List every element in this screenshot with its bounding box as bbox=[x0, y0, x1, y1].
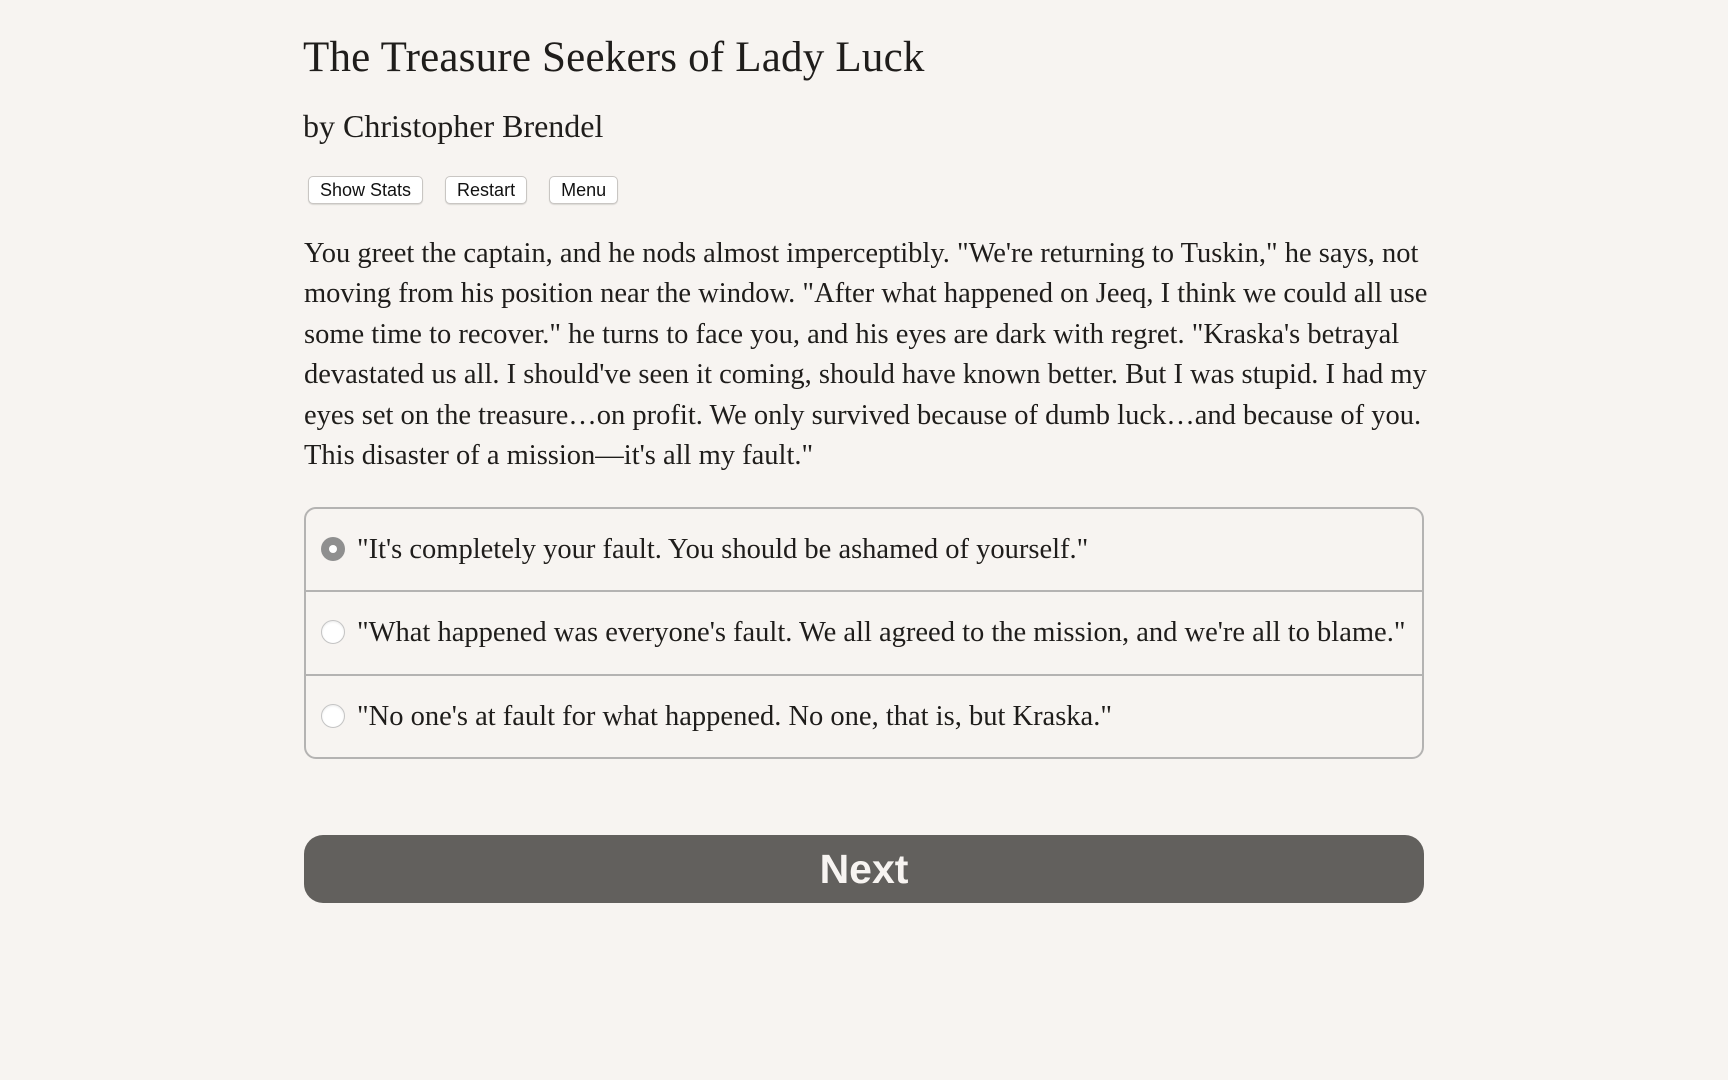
radio-selected-icon[interactable] bbox=[321, 537, 345, 561]
choice-label: "What happened was everyone's fault. We all agreed to the mission, and we're all to blame." bbox=[357, 617, 1406, 649]
restart-button[interactable]: Restart bbox=[445, 176, 527, 204]
choice-label: "It's completely your fault. You should be ashamed of yourself." bbox=[357, 534, 1089, 565]
story-passage: You greet the captain, and he nods almost imperceptibly. "We're returning to Tuskin," he says, not moving from his position near the window. "After what happened on Jeeq, I think we could all use some time to recover." he turns to face you, and his eyes are dark with regret. "Kraska's betrayal devastated us all. I should've seen it coming, should have known better. But I was stupid. I had my eyes set on the treasure…on profit. We only survived because of dumb luck…and because of you. This disaster of a mission—it's all my fault." bbox=[304, 238, 1428, 472]
radio-unselected-icon[interactable] bbox=[321, 620, 345, 644]
choice-option-2[interactable] bbox=[306, 590, 1422, 673]
radio-unselected-icon[interactable] bbox=[321, 704, 345, 728]
menu-button[interactable]: Menu bbox=[549, 176, 618, 204]
toolbar bbox=[308, 176, 618, 204]
choice-option-1[interactable] bbox=[306, 509, 1422, 590]
choice-label: "No one's at fault for what happened. No one, that is, but Kraska." bbox=[357, 700, 1112, 732]
next-button[interactable]: Next bbox=[304, 835, 1424, 903]
show-stats-button[interactable]: Show Stats bbox=[308, 176, 423, 204]
choice-list bbox=[304, 507, 1424, 759]
choice-option-3[interactable] bbox=[306, 674, 1422, 757]
game-title: The Treasure Seekers of Lady Luck bbox=[303, 34, 925, 81]
game-author: by Christopher Brendel bbox=[303, 108, 604, 144]
